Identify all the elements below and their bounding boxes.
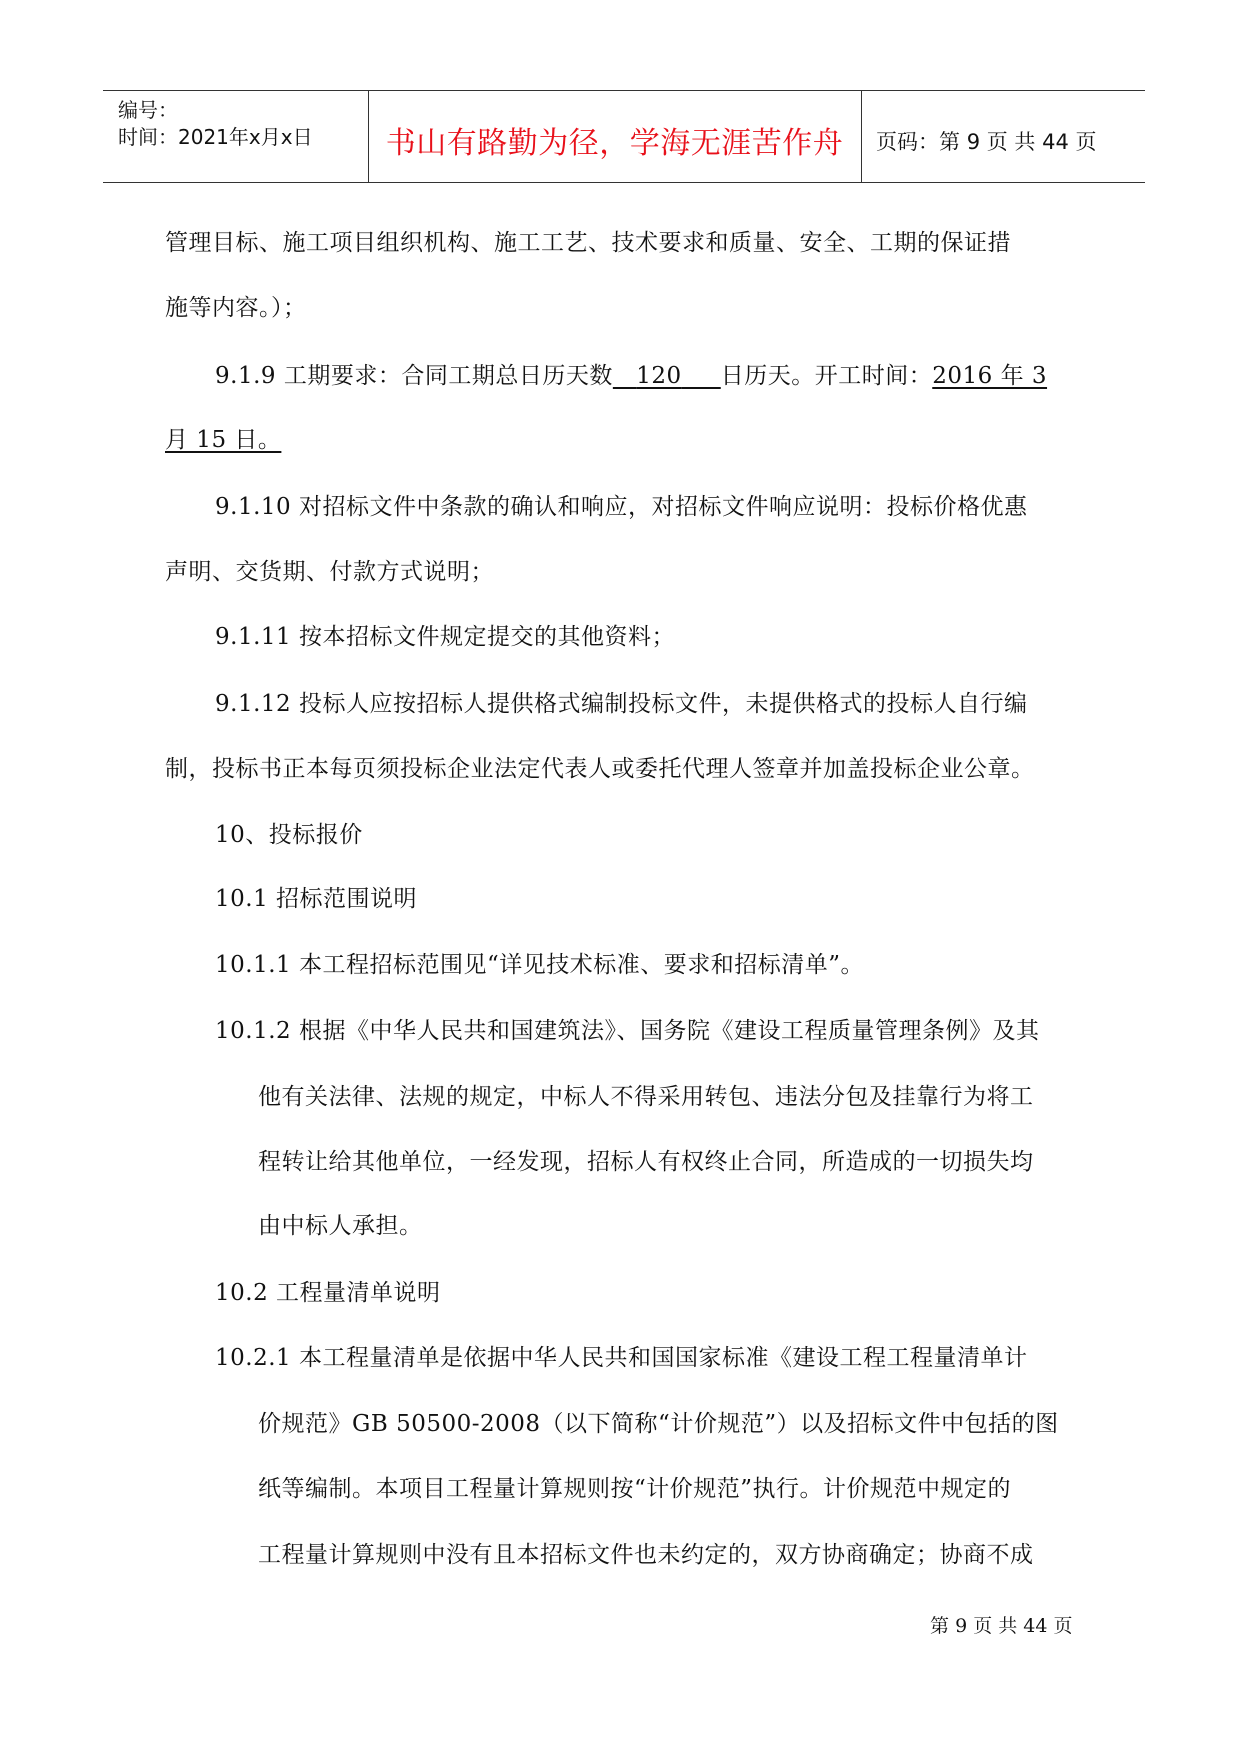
header-top-rule — [103, 90, 1145, 91]
footer-page-mid: 页 共 — [973, 1615, 1018, 1637]
header-page-suffix: 页 — [1075, 130, 1097, 154]
body-line: 声明、交货期、付款方式说明； — [165, 559, 494, 585]
document-number-label: 编号： — [118, 98, 178, 122]
footer-page-suffix: 页 — [1053, 1615, 1073, 1637]
body-line: 9.1.12 投标人应按招标人提供格式编制投标文件，未提供格式的投标人自行编 — [215, 691, 1028, 717]
body-line: 制，投标书正本每页须投标企业法定代表人或委托代理人签章并加盖投标企业公章。 — [165, 756, 1035, 782]
header-motto: 书山有路勤为径，学海无涯苦作舟 — [385, 126, 844, 161]
header-page-prefix: 页码：第 — [876, 130, 960, 154]
header-page-current: 9 — [966, 130, 981, 154]
schedule-days: 120 — [636, 363, 682, 389]
schedule-start-date-cont: 月 15 日。 — [165, 427, 282, 453]
footer-page-indicator — [930, 1611, 1073, 1638]
body-line: 10.1.2 根据《中华人民共和国建筑法》、国务院《建设工程质量管理条例》及其 — [215, 1018, 1040, 1044]
body-line: 他有关法律、法规的规定，中标人不得采用转包、违法分包及挂靠行为将工 — [258, 1084, 1034, 1110]
body-line: 价规范》GB 50500-2008（以下简称“计价规范”）以及招标文件中包括的图 — [258, 1411, 1059, 1437]
header-page-indicator — [876, 126, 1097, 156]
footer-page-prefix: 第 — [930, 1615, 950, 1637]
subsection-heading: 10.2 工程量清单说明 — [215, 1280, 441, 1306]
schedule-prefix: 9.1.9 工期要求：合同工期总日历天数 — [215, 363, 613, 389]
body-line: 程转让给其他单位，一经发现，招标人有权终止合同，所造成的一切损失均 — [258, 1149, 1034, 1175]
schedule-line — [215, 361, 1047, 391]
header-page-mid: 页 共 — [986, 130, 1036, 154]
section-heading: 10、投标报价 — [215, 822, 363, 848]
document-time-label: 时间：2021年x月x日 — [118, 125, 313, 149]
header-bottom-rule — [103, 182, 1145, 183]
body-line: 9.1.10 对招标文件中条款的确认和响应，对招标文件响应说明：投标价格优惠 — [215, 494, 1028, 520]
footer-page-total: 44 — [1023, 1615, 1048, 1637]
body-line: 10.2.1 本工程量清单是依据中华人民共和国国家标准《建设工程工程量清单计 — [215, 1345, 1028, 1371]
body-line: 9.1.11 按本招标文件规定提交的其他资料； — [215, 624, 675, 650]
subsection-heading: 10.1 招标范围说明 — [215, 886, 418, 912]
schedule-mid: 日历天。开工时间： — [720, 363, 933, 389]
footer-page-current: 9 — [955, 1615, 968, 1637]
body-line: 施等内容。）； — [165, 295, 307, 321]
body-line: 工程量计算规则中没有且本招标文件也未约定的，双方协商确定；协商不成 — [258, 1542, 1034, 1568]
schedule-start-date: 2016 年 3 — [932, 363, 1048, 389]
header-divider-right — [861, 90, 862, 182]
body-line: 10.1.1 本工程招标范围见“详见技术标准、要求和招标清单”。 — [215, 952, 864, 978]
body-line: 纸等编制。本项目工程量计算规则按“计价规范”执行。计价规范中规定的 — [258, 1476, 1012, 1502]
body-line: 由中标人承担。 — [258, 1213, 423, 1239]
schedule-line-cont — [165, 425, 281, 455]
body-line: 管理目标、施工项目组织机构、施工工艺、技术要求和质量、安全、工期的保证措 — [165, 230, 1011, 256]
header-page-total: 44 — [1042, 130, 1069, 154]
